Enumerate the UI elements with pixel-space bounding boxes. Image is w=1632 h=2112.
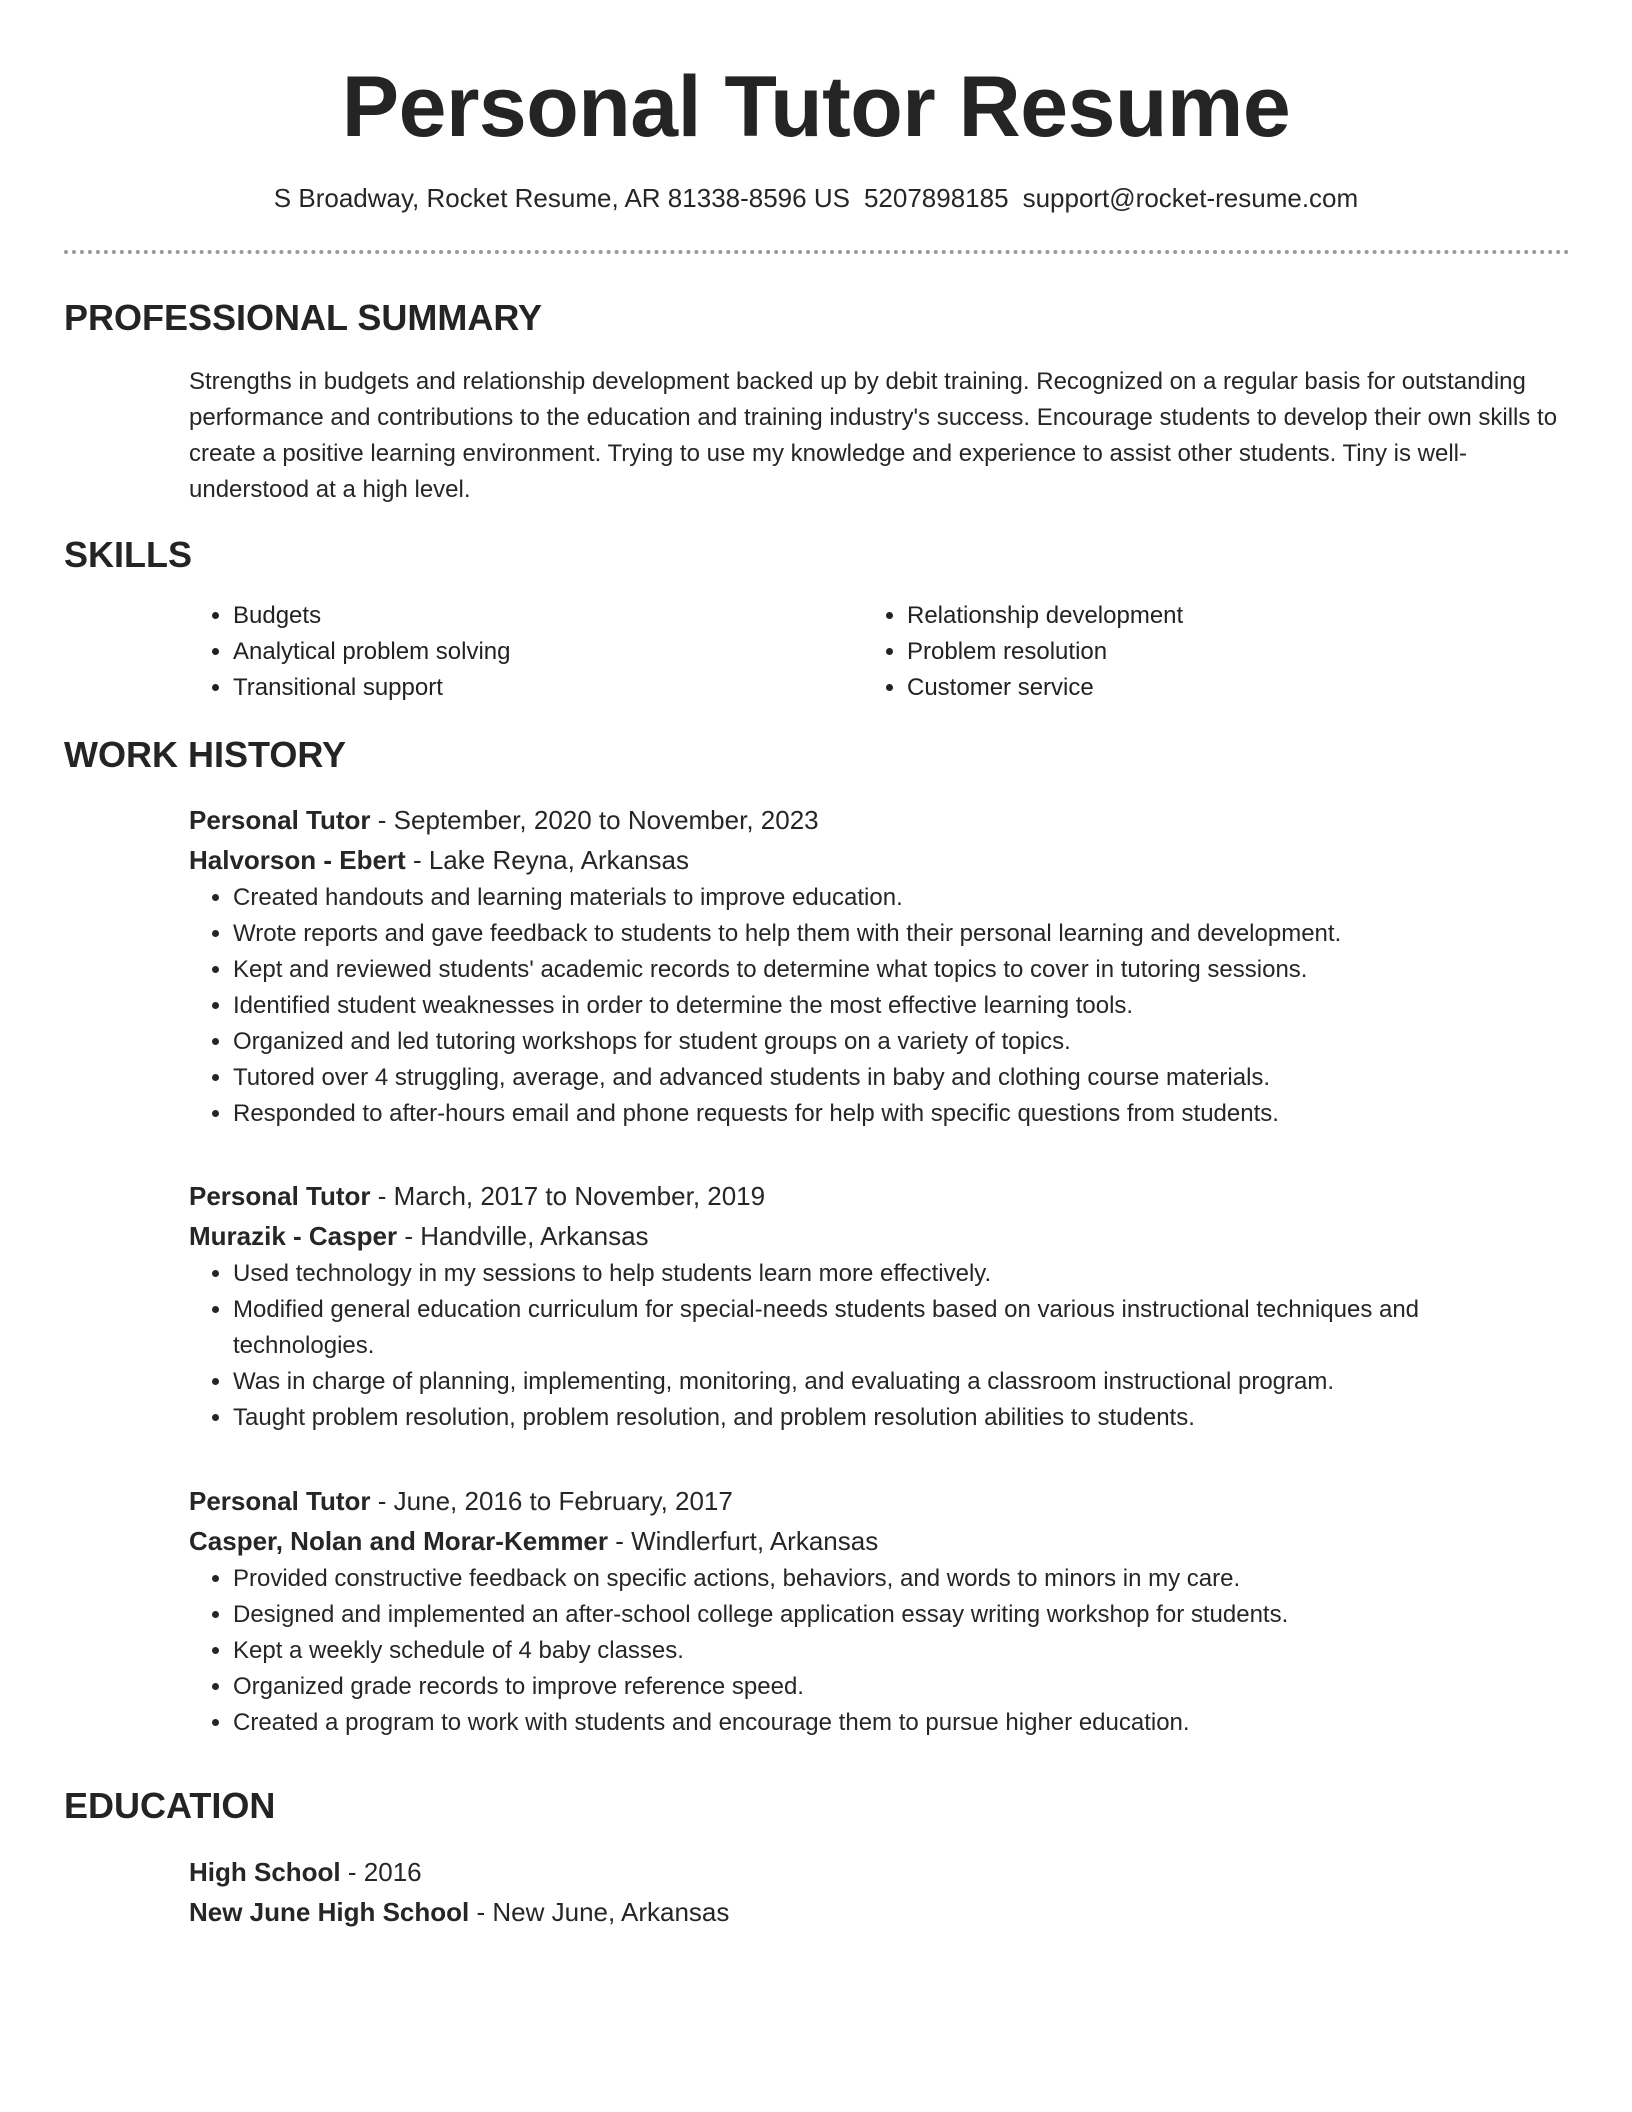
job-company-line	[189, 1521, 1559, 1561]
job-entry	[189, 1176, 1559, 1436]
education-entry	[189, 1852, 1559, 1932]
education-year: - 2016	[347, 1857, 422, 1887]
job-location: - Windlerfurt, Arkansas	[615, 1526, 879, 1556]
job-location: - Handville, Arkansas	[404, 1221, 649, 1251]
job-duty: • Organized grade records to improve reference speed.	[233, 1669, 1559, 1705]
job-duties	[189, 1256, 1559, 1436]
job-company: Murazik - Casper	[189, 1221, 398, 1251]
job-duty: • Wrote reports and gave feedback to students to help them with their personal learning and development.	[233, 916, 1559, 952]
job-dates: - June, 2016 to February, 2017	[377, 1486, 733, 1516]
resume-title: Personal Tutor Resume	[341, 59, 1291, 155]
job-duty: • Identified student weaknesses in order to determine the most effective learning tools.	[233, 988, 1559, 1024]
job-duties	[189, 880, 1559, 1132]
skills-heading: SKILLS	[64, 534, 193, 575]
skill-item: • Relationship development	[907, 598, 1503, 634]
job-entry	[189, 1481, 1559, 1741]
job-location: - Lake Reyna, Arkansas	[412, 845, 689, 875]
skill-item: • Problem resolution	[907, 634, 1503, 670]
education-school-line	[189, 1892, 1559, 1932]
contact-address: S Broadway, Rocket Resume, AR 81338-8596 US	[273, 183, 850, 213]
job-entry	[189, 800, 1559, 1132]
job-title-line	[189, 1176, 1559, 1216]
job-duty: • Tutored over 4 struggling, average, and advanced students in baby and clothing course materials.	[233, 1060, 1559, 1096]
job-title-line	[189, 1481, 1559, 1521]
job-duty: • Taught problem resolution, problem resolution, and problem resolution abilities to students.	[233, 1400, 1559, 1436]
job-duty: • Modified general education curriculum for special-needs students based on various instructional techniques and technologies.	[233, 1292, 1559, 1364]
work-history-heading: WORK HISTORY	[64, 734, 347, 775]
skill-item: • Customer service	[907, 670, 1503, 706]
job-duty: • Kept and reviewed students' academic records to determine what topics to cover in tutoring sessions.	[233, 952, 1559, 988]
job-title: Personal Tutor	[189, 805, 371, 835]
job-title: Personal Tutor	[189, 1181, 371, 1211]
job-duty: • Created handouts and learning materials to improve education.	[233, 880, 1559, 916]
job-duty: • Created a program to work with students and encourage them to pursue higher education.	[233, 1705, 1559, 1741]
skill-item: • Budgets	[233, 598, 829, 634]
job-company: Halvorson - Ebert	[189, 845, 406, 875]
contact-phone: 5207898185	[863, 183, 1009, 213]
job-duties	[189, 1561, 1559, 1741]
job-title: Personal Tutor	[189, 1486, 371, 1516]
education-heading: EDUCATION	[64, 1785, 276, 1826]
skill-item: • Analytical problem solving	[233, 634, 829, 670]
job-duty: • Kept a weekly schedule of 4 baby classes.	[233, 1633, 1559, 1669]
job-title-line	[189, 800, 1559, 840]
job-duty: • Used technology in my sessions to help students learn more effectively.	[233, 1256, 1559, 1292]
job-duty: • Designed and implemented an after-school college application essay writing workshop for students.	[233, 1597, 1559, 1633]
header-divider	[64, 250, 1570, 254]
skills-list-right	[863, 598, 1503, 706]
job-company-line	[189, 840, 1559, 880]
summary-text: Strengths in budgets and relationship development backed up by debit training. Recognized on a regular basis for outstanding performance and contributions to the education and training industry's success. Encourage students to develop their own skills to create a positive learning environment. Trying to use my knowledge and experience to assist other students. Tiny is well-understood at a high level.	[189, 368, 1558, 503]
job-company-line	[189, 1216, 1559, 1256]
job-dates: - September, 2020 to November, 2023	[377, 805, 819, 835]
job-duty: • Organized and led tutoring workshops for student groups on a variety of topics.	[233, 1024, 1559, 1060]
education-degree-line	[189, 1852, 1559, 1892]
job-company: Casper, Nolan and Morar-Kemmer	[189, 1526, 609, 1556]
contact-line	[0, 180, 1632, 216]
job-dates: - March, 2017 to November, 2019	[377, 1181, 766, 1211]
job-duty: • Provided constructive feedback on specific actions, behaviors, and words to minors in my care.	[233, 1561, 1559, 1597]
education-location: - New June, Arkansas	[476, 1897, 730, 1927]
summary-heading: PROFESSIONAL SUMMARY	[64, 297, 543, 338]
skills-list-left	[189, 598, 829, 706]
job-duty: • Was in charge of planning, implementing, monitoring, and evaluating a classroom instructional program.	[233, 1364, 1559, 1400]
skill-item: • Transitional support	[233, 670, 829, 706]
education-school: New June High School	[189, 1897, 470, 1927]
job-duty: • Responded to after-hours email and phone requests for help with specific questions from students.	[233, 1096, 1559, 1132]
education-degree: High School	[189, 1857, 341, 1887]
contact-email: support@rocket-resume.com	[1022, 183, 1359, 213]
